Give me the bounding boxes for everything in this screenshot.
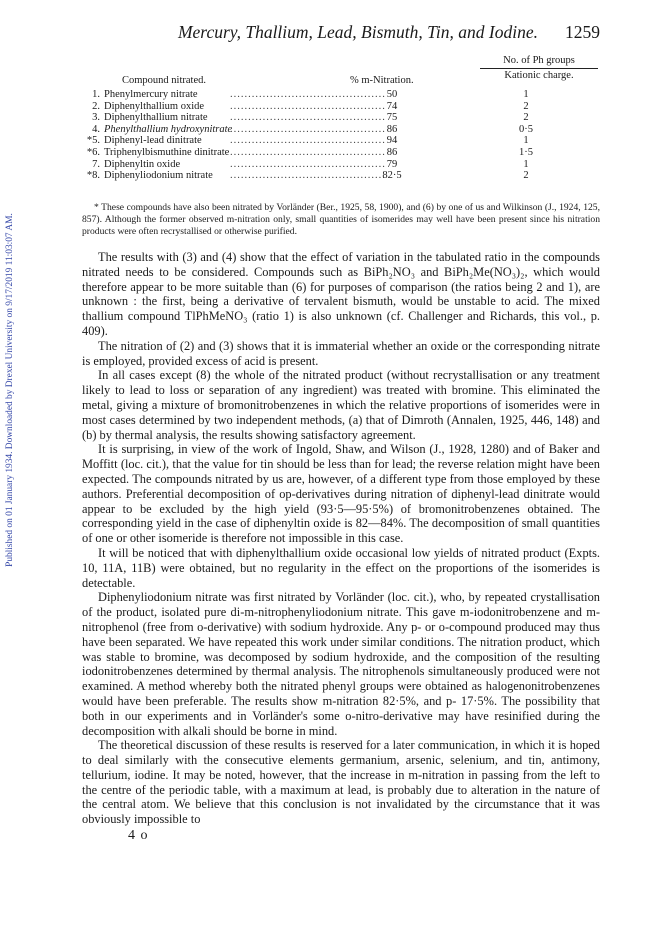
table-row <box>82 112 600 124</box>
leader-dots: ........................................... <box>230 135 386 147</box>
compound-name: Diphenyltin oxide <box>104 158 181 170</box>
download-watermark-text: Published on 01 January 1934. Downloaded by Drexel University on 9/17/2019 11:03:07 AM. <box>5 213 15 567</box>
body-paragraph: It is surprising, in view of the work of Ingold, Shaw, and Wilson (J., 1928, 1280) and of Baker and Moffitt (loc. cit.), that the value for tin should be less than for lead; the reverse relation might have been expected. The compounds nitrated by us are, however, of a different type from those employed by these authors. Preferential decomposition of op-derivatives during nitration of diphenyl-lead dinitrate would appear to be excluded by the high yield (93·5—95·5%) of bromonitrobenzenes obtained. The corresponding yield in the case of diphenyltin oxide is 82—84%. The decomposition of small quantities of one or other isomeride is therefore not impossible in this case. <box>82 442 600 546</box>
nitration-percent: 74 <box>386 100 398 112</box>
compound-name: Diphenyl-lead dinitrate <box>104 135 202 147</box>
table-row <box>82 89 600 101</box>
table-row <box>82 135 600 147</box>
journal-page <box>82 22 600 844</box>
nitration-percent: 79 <box>386 158 398 170</box>
ratio-denominator <box>480 69 598 82</box>
body-paragraph: It will be noticed that with diphenylthallium oxide occasional low yields of nitrated product (Expts. 10, 11A, 11B) were obtained, but no regularity in the effect on the proportions of the isomerides is detectable. <box>82 545 600 590</box>
leader-dots: ........................................... <box>230 123 386 135</box>
nitration-percent: 75 <box>386 112 398 124</box>
table-row <box>82 124 600 136</box>
row-number: 7. <box>92 158 100 170</box>
table-row <box>82 101 600 113</box>
body-text <box>82 250 600 827</box>
table-rows <box>82 89 600 182</box>
leader-dots: ........................................... <box>230 112 386 124</box>
ph-charge-ratio: 1 <box>523 158 529 170</box>
leader-dots: ........................................... <box>230 100 386 112</box>
compound-name: Diphenylthallium oxide <box>104 100 205 112</box>
table-footnote: * These compounds have also been nitrated by Vorländer (Ber., 1925, 58, 1900), and (6) by one of us and Wilkinson (J., 1924, 125, 857). Although the former observed m-nitration only, small quantities of isomerides may well have been present since his nitration products were often recrystallised or otherwise purified. <box>82 202 600 237</box>
leader-dots: ........................................... <box>230 158 386 170</box>
ph-charge-ratio: 2 <box>523 112 529 124</box>
nitration-percent: 50 <box>386 89 398 100</box>
col-header-compound: Compound nitrated. <box>122 75 206 86</box>
row-number: 3. <box>92 112 100 124</box>
signature-mark: 4 o <box>128 828 149 844</box>
ph-charge-ratio: 2 <box>523 170 529 182</box>
ph-charge-ratio: 0·5 <box>519 123 533 135</box>
table-row <box>82 170 600 182</box>
leader-dots: ........................................... <box>230 89 386 100</box>
nitration-percent: 94 <box>386 135 398 147</box>
ph-charge-ratio: 2 <box>523 100 529 112</box>
compound-name: Phenylthallium hydroxynitrate <box>104 123 233 135</box>
running-head <box>82 22 600 46</box>
ph-charge-ratio: 1 <box>523 89 529 100</box>
running-title: Mercury, Thallium, Lead, Bismuth, Tin, and Iodine. <box>177 22 538 42</box>
compound-name: Phenylmercury nitrate <box>104 89 198 100</box>
body-paragraph: The nitration of (2) and (3) shows that it is immaterial whether an oxide or the corresponding nitrate is employed, provided excess of acid is present. <box>82 338 600 368</box>
row-number: *8. <box>86 170 100 182</box>
leader-dots: ........................................... <box>230 146 386 158</box>
col-header-nitration: % m-Nitration. <box>350 75 414 86</box>
nitration-percent: 86 <box>386 146 398 158</box>
row-number: 1. <box>92 89 100 100</box>
page-number: 1259 <box>565 22 600 42</box>
col-header-ratio <box>480 55 598 81</box>
row-number: 2. <box>92 100 100 112</box>
body-paragraph: The theoretical discussion of these results is reserved for a later communication, in which it is hoped to deal similarly with the consecutive elements germanium, arsenic, selenium, and tin, antimony, tellurium, iodine. It may be noted, however, that the increase in m-nitration in passing from the left to the centre of the periodic table, with a maximum at lead, is probably due to alteration in the nature of the central atom. We believe that this conclusion is not invalidated by the circumstance that it was obviously impossible to <box>82 738 600 827</box>
ratio-denominator-text: Kationic charge <box>504 69 571 81</box>
row-number: 4. <box>92 123 100 135</box>
table-row <box>82 147 600 159</box>
row-number: *5. <box>86 135 100 147</box>
row-number: *6. <box>86 146 100 158</box>
download-watermark <box>3 150 17 630</box>
compound-name: Triphenylbismuthine dinitrate <box>104 146 230 158</box>
ratio-dot: . <box>570 69 574 81</box>
nitration-percent: 82·5 <box>382 170 402 182</box>
compound-name: Diphenyliodonium nitrate <box>104 170 213 182</box>
body-paragraph: In all cases except (8) the whole of the nitrated product (without recrystallisation or any treatment likely to lead to loss or separation of any ingredient) was treated with bromine. This eliminated the metal, giving a mixture of bromonitrobenzenes in which the relative proportions of isomerides were in most cases determined by two independent methods, (a) that of Dimroth (Annalen, 1925, 446, 148) and (b) by thermal analysis, the results showing satisfactory agreement. <box>82 368 600 442</box>
leader-dots: ........................................... <box>230 170 386 182</box>
results-table <box>82 46 600 196</box>
nitration-percent: 86 <box>386 123 398 135</box>
table-row <box>82 159 600 171</box>
ratio-numerator: No. of Ph groups <box>480 55 598 69</box>
body-paragraph: Diphenyliodonium nitrate was first nitrated by Vorländer (loc. cit.), who, by repeated crystallisation of the product, isolated pure di-m-nitrophenyliodonium nitrate. This gave m-iodonitrobenzene and m-nitrophenol (free from o-derivative) with sodium hydroxide. Any p- or o-compound produced may thus have been separated. We have repeated this work under similar conditions. The nitration product, which was stable to bromine, was decomposed by sodium hydroxide, and the composition of the resulting iodonitrobenzenes determined by thermal analysis. The nitrophenols simultaneously produced were not examined. A method whereby both the nitrated phenyl groups were obtained as halogenonitrobenzenes would have been preferable. The results show m-nitration 82·5%, and p- 17·5%. The possibility that both in our experiments and in Vorländer's some o-nitro-derivative may have resinified during the decomposition with alkali should be borne in mind. <box>82 590 600 738</box>
body-paragraph: The results with (3) and (4) show that the effect of variation in the tabulated ratio in the compounds nitrated needs to be considered. Compounds such as BiPh₂NO₃ and BiPh₂Me(NO₃)₂, which would therefore appear to be more suitable than (6) for purposes of comparison (the ratios being 2 and 1), are unknown : the first, being a derivative of tervalent bismuth, would be unstable to acid. The mixed thallium compound TlPhMeNO₃ (ratio 1) is also unknown (cf. Challenger and Richards, this vol., p. 409). <box>82 250 600 338</box>
ph-charge-ratio: 1 <box>523 135 529 147</box>
ph-charge-ratio: 1·5 <box>519 146 533 158</box>
compound-name: Diphenylthallium nitrate <box>104 112 208 124</box>
